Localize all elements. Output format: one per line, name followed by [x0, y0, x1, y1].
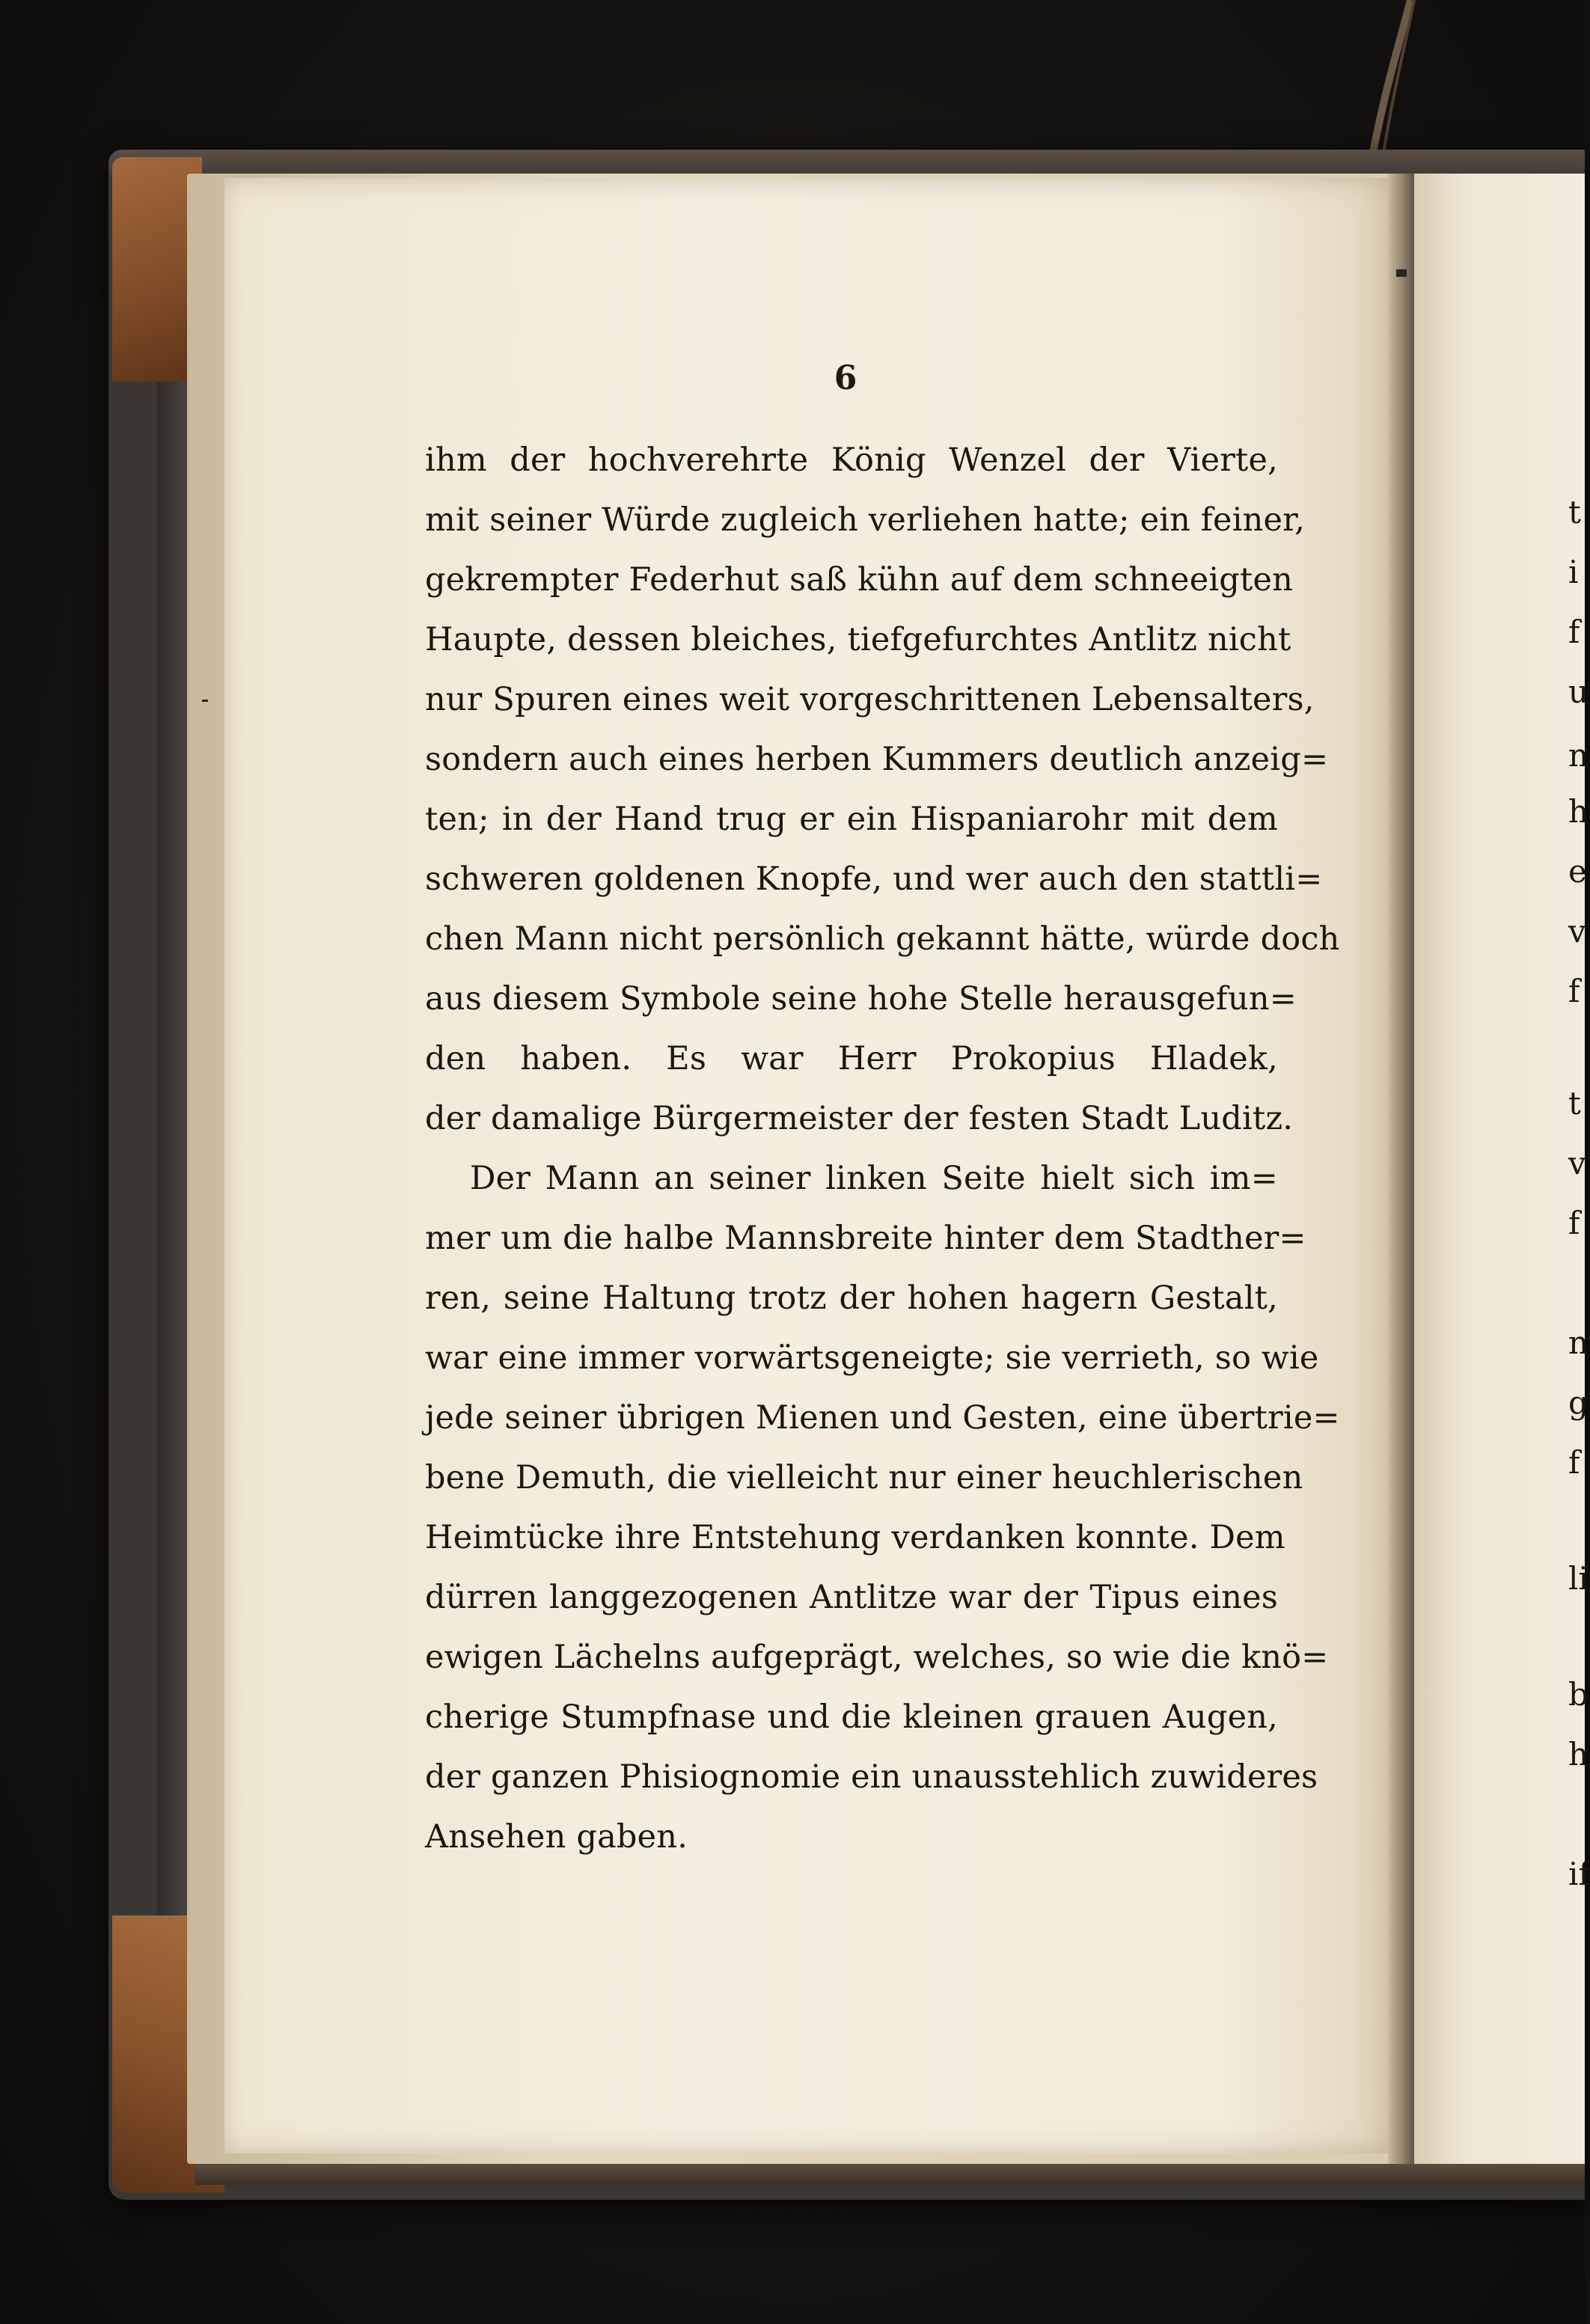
- text-line: ren, seine Haltung trotz der hohen hagern Gestalt,: [425, 1279, 1278, 1317]
- text-line: ihm der hochverehrte König Wenzel der Vierte,: [425, 441, 1278, 479]
- right-page-fragment: f: [1568, 973, 1580, 1009]
- text-line: schweren goldenen Knopfe, und wer auch den stattli=: [425, 860, 1323, 898]
- right-page-fragment: f: [1568, 1444, 1580, 1481]
- right-page-fragment: g: [1568, 1384, 1589, 1421]
- text-line: der damalige Bürgermeister der festen Stadt Luditz.: [425, 1100, 1294, 1137]
- text-line: dürren langgezogenen Antlitze war der Tipus eines: [425, 1579, 1278, 1616]
- text-line: cherige Stumpfnase und die kleinen grauen Augen,: [425, 1698, 1278, 1736]
- text-line: chen Mann nicht persönlich gekannt hätte, würde doch: [425, 920, 1340, 958]
- text-line: jede seiner übrigen Mienen und Gesten, eine übertrie=: [425, 1399, 1340, 1437]
- ink-speck: [202, 700, 208, 702]
- right-page-fragment: li: [1568, 1560, 1589, 1597]
- text-line: den haben. Es war Herr Prokopius Hladek,: [425, 1040, 1278, 1077]
- text-line: sondern auch eines herben Kummers deutlich anzeig=: [425, 741, 1329, 778]
- text-line: der ganzen Phisiognomie ein unausstehlich zuwideres: [425, 1758, 1318, 1796]
- text-line: gekrempter Federhut saß kühn auf dem schneeigten: [425, 561, 1294, 599]
- text-line: mer um die halbe Mannsbreite hinter dem Stadther=: [425, 1220, 1306, 1257]
- right-page-fragment: v: [1568, 913, 1586, 950]
- right-page-fragment: n: [1568, 1324, 1589, 1361]
- right-page-fragment: if: [1568, 1856, 1590, 1892]
- text-line: Heimtücke ihre Entstehung verdanken konnte. Dem: [425, 1519, 1285, 1556]
- text-line: Der Mann an seiner linken Seite hielt sich im=: [470, 1160, 1278, 1197]
- right-page-fragment: t: [1568, 494, 1581, 530]
- right-page-edge: [1414, 174, 1585, 2164]
- right-page-fragment: f: [1568, 614, 1580, 650]
- text-line: Ansehen gaben.: [425, 1818, 688, 1856]
- right-page-fragment: b: [1568, 1676, 1589, 1713]
- text-line: Haupte, dessen bleiches, tiefgefurchtes Antlitz nicht: [425, 621, 1291, 658]
- text-line: ten; in der Hand trug er ein Hispaniarohr mit dem: [425, 801, 1278, 838]
- text-line: war eine immer vorwärtsgeneigte; sie verrieth, so wie: [425, 1339, 1319, 1377]
- right-page-fragment: h: [1568, 793, 1589, 830]
- text-line: bene Demuth, die vielleicht nur einer heuchlerischen: [425, 1459, 1303, 1496]
- right-page-fragment: t: [1568, 1085, 1581, 1122]
- right-page-fragment: v: [1568, 1145, 1586, 1181]
- book-gutter: [1388, 174, 1415, 2164]
- right-page-fragment: u: [1568, 673, 1589, 710]
- right-page-fragment: e: [1568, 853, 1587, 890]
- right-page-fragment: h: [1568, 1736, 1589, 1773]
- page-number: 6: [834, 359, 857, 397]
- right-page-fragment: f: [1568, 1205, 1580, 1241]
- body-text: [425, 430, 1340, 1867]
- right-page-fragment: n: [1568, 737, 1589, 774]
- text-line: ewigen Lächelns aufgeprägt, welches, so wie die knö=: [425, 1639, 1329, 1676]
- text-line: nur Spuren eines weit vorgeschrittenen Lebensalters,: [425, 681, 1315, 718]
- page-tear-mark: [1396, 269, 1407, 277]
- text-line: mit seiner Würde zugleich verliehen hatte; ein feiner,: [425, 501, 1306, 539]
- text-line: aus diesem Symbole seine hohe Stelle herausgefun=: [425, 980, 1297, 1018]
- bookmark-string: [1339, 0, 1422, 172]
- right-page-fragment: i: [1568, 554, 1579, 590]
